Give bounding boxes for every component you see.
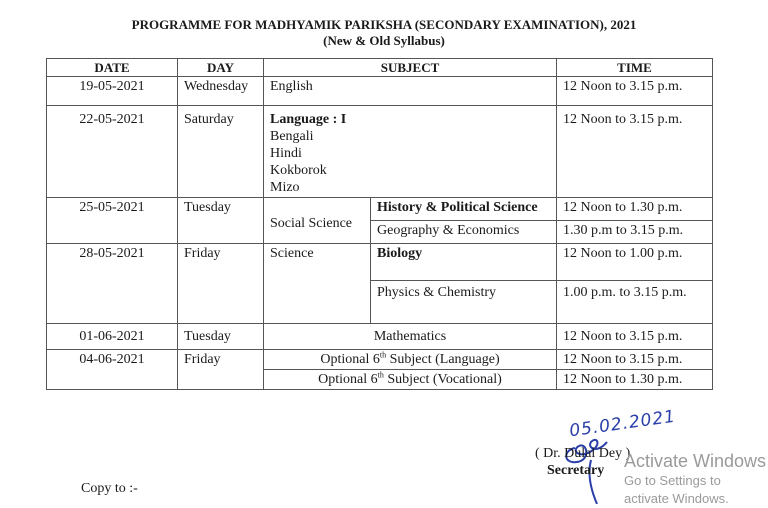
subject-cell	[264, 370, 557, 390]
day-cell: Tuesday	[178, 198, 264, 244]
subject-cell: Biology	[371, 244, 557, 281]
activate-windows-watermark	[624, 450, 768, 508]
time-cell: 12 Noon to 3.15 p.m.	[557, 324, 713, 350]
subject-group-cell: Science	[264, 244, 371, 324]
subject-cell: Geography & Economics	[371, 221, 557, 244]
subject-cell	[264, 106, 557, 198]
time-cell: 12 Noon to 1.30 p.m.	[557, 370, 713, 390]
language-option: Kokborok	[270, 163, 327, 178]
column-header-subject: SUBJECT	[264, 59, 557, 77]
subject-suffix: Subject (Vocational)	[383, 372, 502, 387]
time-cell: 12 Noon to 3.15 p.m.	[557, 106, 713, 198]
language-group-heading: Language : I	[270, 112, 347, 127]
watermark-line-2: Go to Settings to activate Windows.	[624, 473, 729, 506]
date-cell: 19-05-2021	[47, 77, 178, 106]
date-cell: 04-06-2021	[47, 350, 178, 390]
subject-cell: History & Political Science	[371, 198, 557, 221]
superscript: th	[377, 370, 384, 380]
watermark-line-1: Activate Windows	[624, 451, 767, 471]
table-row	[47, 350, 713, 370]
date-cell: 22-05-2021	[47, 106, 178, 198]
day-cell: Friday	[178, 244, 264, 324]
subject-group-cell: Social Science	[264, 198, 371, 244]
subject-prefix: Optional 6	[318, 372, 378, 387]
table-row	[47, 77, 713, 106]
subject-cell	[264, 350, 557, 370]
subject-suffix: Subject (Language)	[386, 352, 500, 367]
table-header-row	[47, 59, 713, 77]
subject-cell: Physics & Chemistry	[371, 281, 557, 324]
time-cell: 12 Noon to 3.15 p.m.	[557, 350, 713, 370]
subject-cell: Mathematics	[264, 324, 557, 350]
document-title: PROGRAMME FOR MADHYAMIK PARIKSHA (SECONDARY EXAMINATION), 2021	[131, 17, 637, 32]
day-cell: Wednesday	[178, 77, 264, 106]
document-subtitle: (New & Old Syllabus)	[323, 33, 445, 48]
column-header-date: DATE	[47, 59, 178, 77]
time-cell: 12 Noon to 1.30 p.m.	[557, 198, 713, 221]
language-option: Mizo	[270, 180, 300, 195]
superscript: th	[379, 350, 387, 360]
time-cell: 1.00 p.m. to 3.15 p.m.	[557, 281, 713, 324]
table-row	[47, 106, 713, 198]
subject-cell: English	[264, 77, 557, 106]
language-option: Hindi	[270, 146, 302, 161]
date-cell: 01-06-2021	[47, 324, 178, 350]
time-cell: 1.30 p.m to 3.15 p.m.	[557, 221, 713, 244]
signatory-name: ( Dr. Dulal Dey )	[535, 446, 631, 461]
copy-to-label: Copy to :-	[81, 481, 138, 496]
column-header-day: DAY	[178, 59, 264, 77]
table-row	[47, 244, 713, 281]
day-cell: Tuesday	[178, 324, 264, 350]
column-header-time: TIME	[557, 59, 713, 77]
table-row	[47, 324, 713, 350]
time-cell: 12 Noon to 1.00 p.m.	[557, 244, 713, 281]
subject-prefix: Optional 6	[320, 352, 380, 367]
table-row	[47, 198, 713, 221]
time-cell: 12 Noon to 3.15 p.m.	[557, 77, 713, 106]
date-cell: 25-05-2021	[47, 198, 178, 244]
language-option: Bengali	[270, 129, 314, 144]
exam-schedule-table	[46, 58, 713, 390]
day-cell: Friday	[178, 350, 264, 390]
date-cell: 28-05-2021	[47, 244, 178, 324]
day-cell: Saturday	[178, 106, 264, 198]
signatory-designation: Secretary	[547, 463, 605, 478]
handwritten-date: 05.02.2021	[568, 406, 678, 442]
